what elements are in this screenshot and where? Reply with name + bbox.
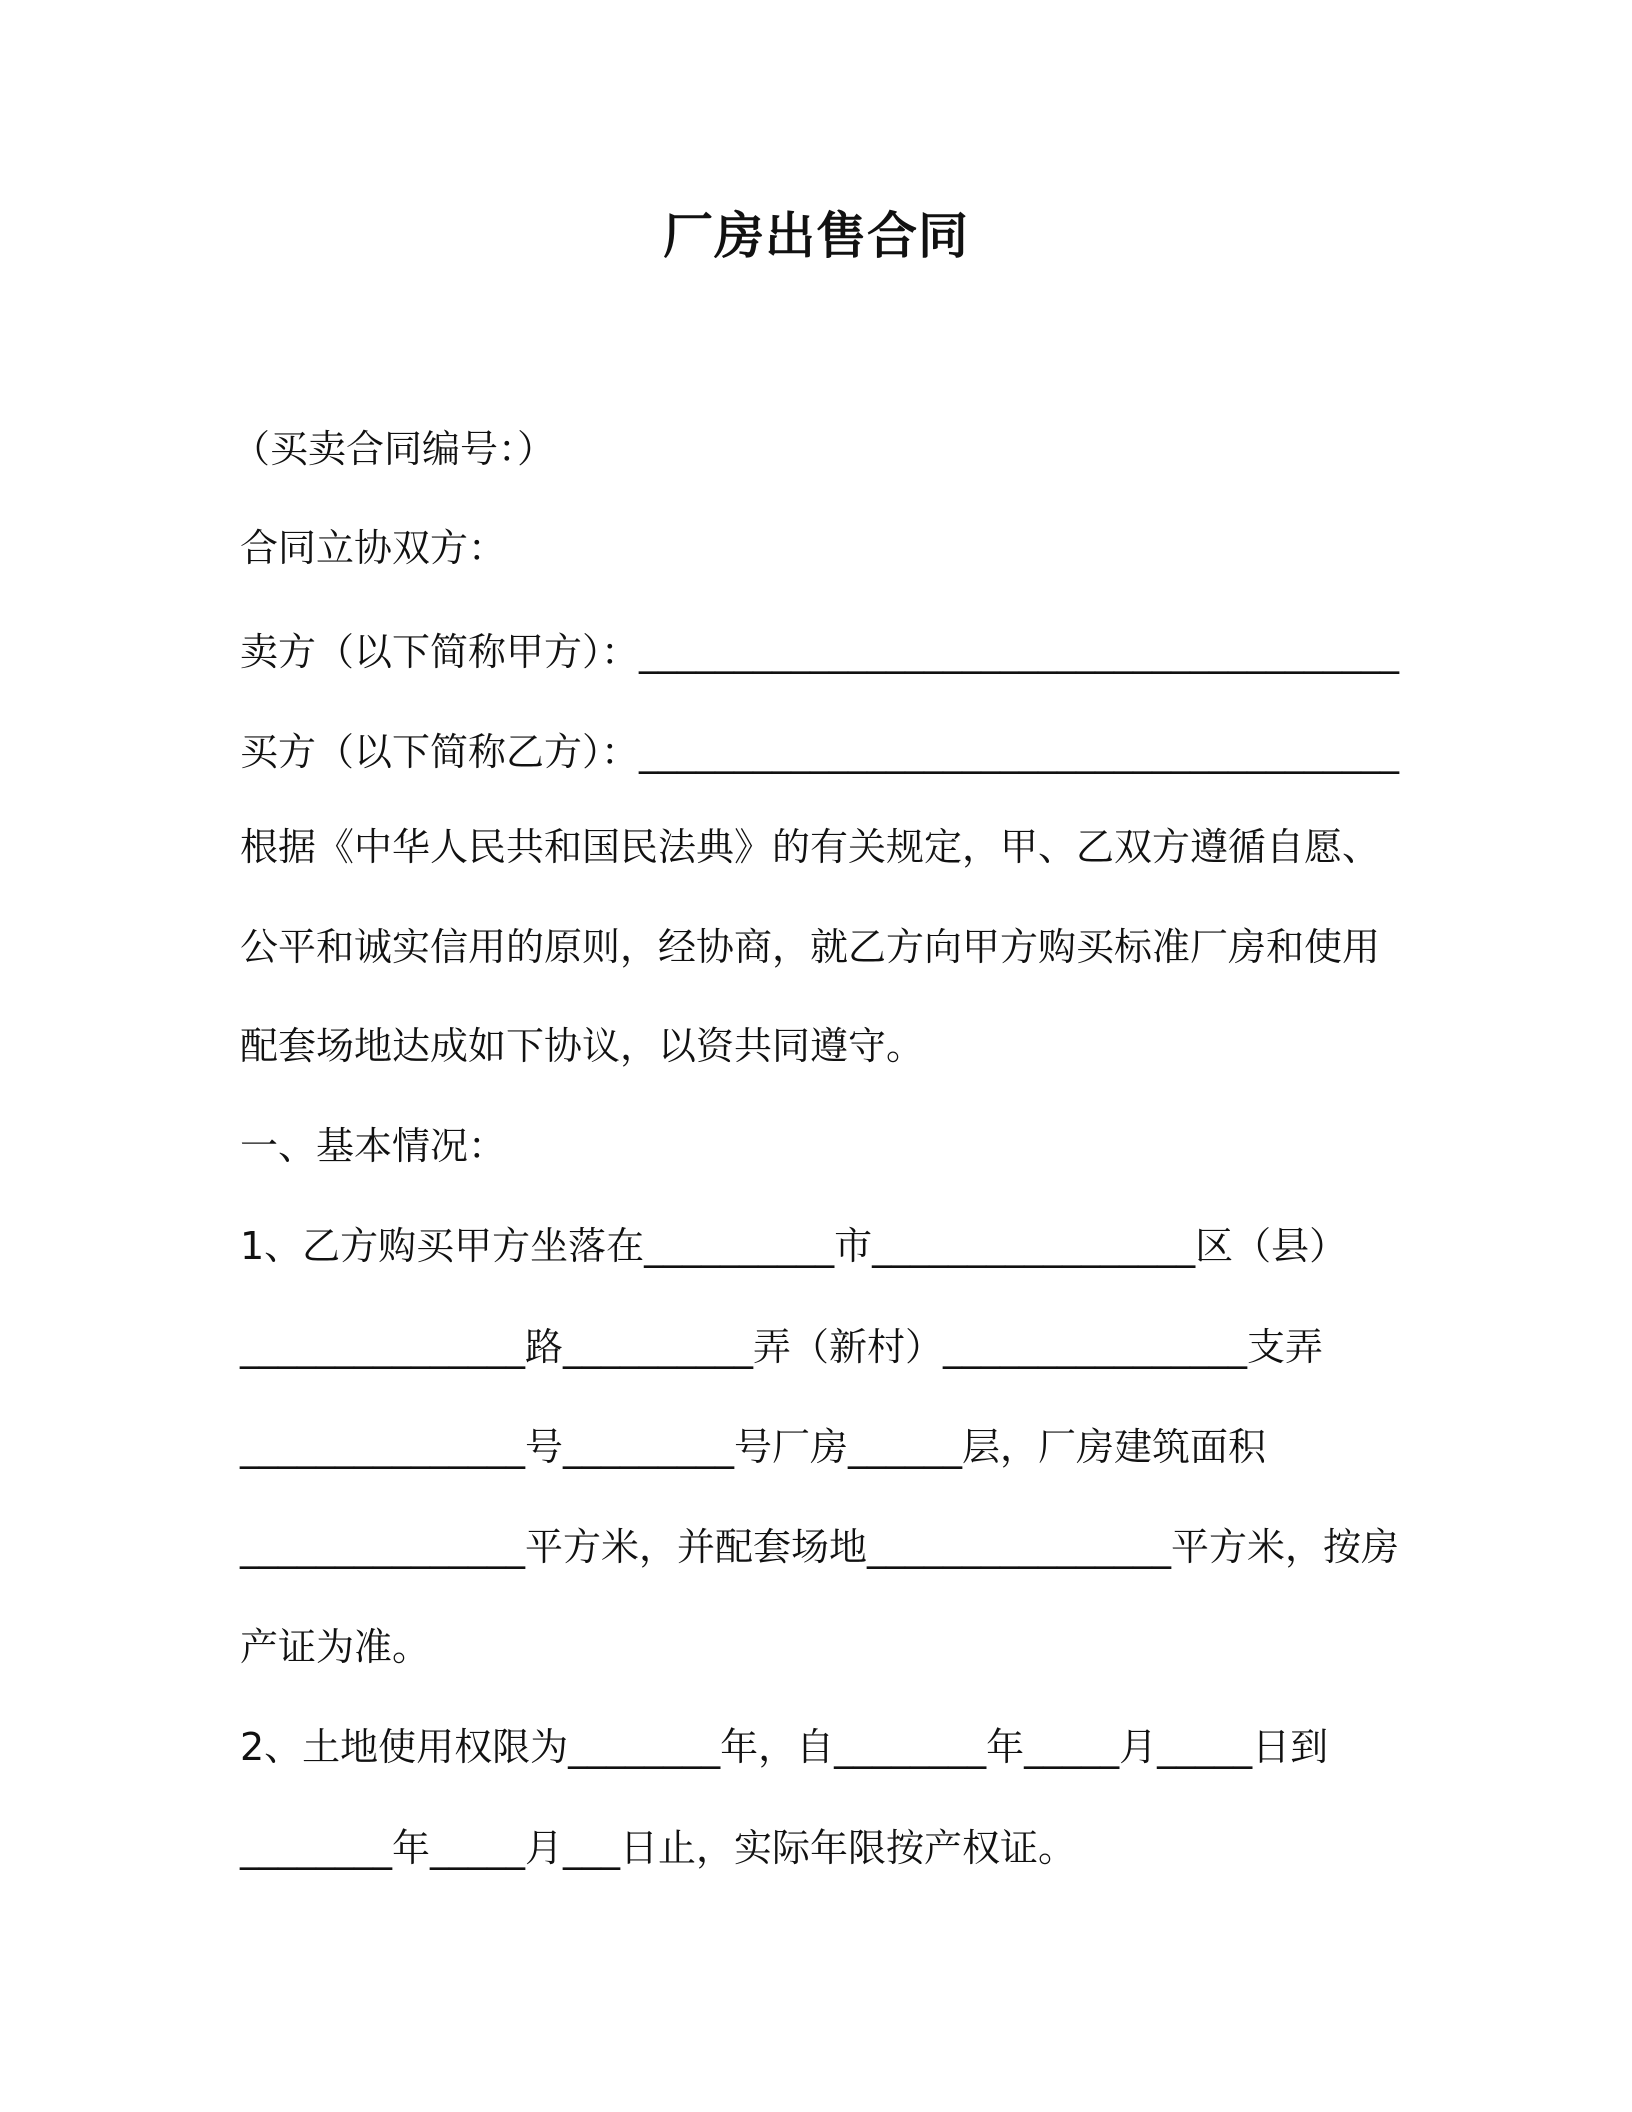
- clause-1-line: 1、乙方购买甲方坐落在__________市_________________区（县）: [240, 1224, 1348, 1268]
- contract-number: （买卖合同编号：）: [232, 427, 556, 471]
- preamble-line: 公平和诚实信用的原则，经协商，就乙方向甲方购买标准厂房和使用: [240, 925, 1381, 969]
- clause-2-line: ________年_____月___日止，实际年限按产权证。: [240, 1826, 1077, 1870]
- page-title: 厂房出售合同: [663, 207, 969, 265]
- clause-1-line: _______________路__________弄（新村）________________支弄: [240, 1325, 1324, 1369]
- clause-1-line: 产证为准。: [240, 1625, 431, 1669]
- clause-1-line: _______________平方米，并配套场地________________平方米，按房: [240, 1525, 1400, 1569]
- parties-heading: 合同立协双方：: [240, 526, 507, 570]
- seller-line: 卖方（以下简称甲方）：________________________________________: [240, 630, 1400, 674]
- preamble-line: 配套场地达成如下协议，以资共同遵守。: [240, 1024, 925, 1068]
- clause-2-line: 2、土地使用权限为________年，自________年_____月_____日到: [240, 1725, 1329, 1769]
- section-heading: 一、基本情况：: [240, 1124, 507, 1168]
- buyer-line: 买方（以下简称乙方）：________________________________________: [240, 730, 1400, 774]
- clause-1-line: _______________号_________号厂房______层，厂房建筑面积: [240, 1425, 1267, 1469]
- preamble-line: 根据《中华人民共和国民法典》的有关规定，甲、乙双方遵循自愿、: [240, 825, 1381, 869]
